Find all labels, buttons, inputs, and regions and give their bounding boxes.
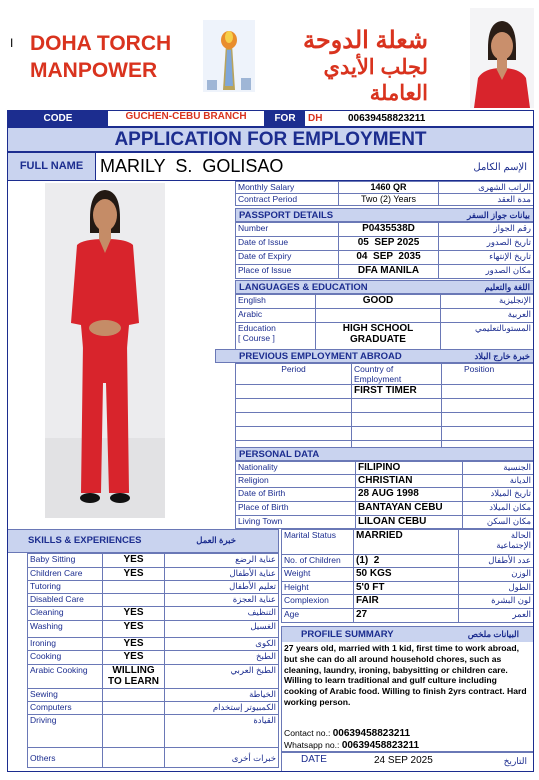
previous-value: FIRST TIMER bbox=[352, 385, 442, 399]
personal-header bbox=[235, 447, 534, 461]
previous-title-ar: خبرة خارج البلاد bbox=[474, 351, 530, 361]
skill-label: Ironing bbox=[28, 638, 103, 651]
passport-row bbox=[236, 223, 534, 237]
passport-header bbox=[235, 208, 534, 222]
skill-row bbox=[28, 715, 279, 748]
language-ar: العربية bbox=[441, 309, 534, 323]
full-name-row bbox=[7, 152, 534, 181]
whatsapp-value: 00639458823211 bbox=[341, 740, 420, 751]
body-row bbox=[282, 568, 534, 582]
passport-value: 05 SEP 2025 bbox=[339, 237, 439, 251]
passport-value: DFA MANILA bbox=[339, 265, 439, 279]
passport-ar: تاريخ الإنتهاء bbox=[439, 251, 534, 265]
languages-title-ar: اللغة والتعليم bbox=[484, 282, 530, 292]
personal-ar: الجنسية bbox=[463, 462, 534, 475]
previous-header bbox=[215, 349, 534, 363]
body-row bbox=[282, 582, 534, 595]
body-value: FAIR bbox=[354, 595, 459, 609]
body-table bbox=[281, 529, 534, 623]
skill-ar: القيادة bbox=[165, 715, 279, 748]
personal-title: PERSONAL DATA bbox=[239, 449, 320, 460]
branch-value: GUCHEN-CEBU BRANCH bbox=[108, 111, 265, 126]
skill-ar: خبرات أخرى bbox=[165, 748, 279, 768]
skill-label: Arabic Cooking bbox=[28, 665, 103, 689]
code-bar bbox=[7, 110, 534, 127]
date-label: DATE bbox=[301, 754, 327, 765]
previous-table bbox=[235, 363, 534, 455]
skill-ar: التنظيف bbox=[165, 607, 279, 621]
personal-row bbox=[236, 488, 534, 502]
personal-label: Place of Birth bbox=[236, 502, 356, 516]
skill-row bbox=[28, 568, 279, 581]
for-label: FOR bbox=[265, 111, 305, 126]
skill-value bbox=[103, 594, 165, 607]
skill-ar: عناية الرضع bbox=[165, 554, 279, 568]
summary-text: 27 years old, married with 1 kid, first time to work abroad, but she can do all around household chores, such as cleaning, laundry, ironing, babysitting or children care. Willing to learn traditional and gulf culture including cooking of Arabic food. Willing to finish 2yrs contract. Hard working person. bbox=[284, 643, 527, 707]
education-label-line1: Education bbox=[238, 323, 276, 333]
education-ar: المستوىالتعليمي bbox=[441, 323, 534, 351]
body-ar: عدد الأطفال bbox=[459, 555, 534, 568]
header-mark: I bbox=[10, 36, 14, 50]
contract-label: Monthly Salary bbox=[236, 182, 339, 194]
skills-table bbox=[27, 553, 279, 768]
skill-ar: الطبخ العربي bbox=[165, 665, 279, 689]
skill-ar: الخياطة bbox=[165, 689, 279, 702]
language-ar: الإنجليزية bbox=[441, 295, 534, 309]
skill-ar: الكوى bbox=[165, 638, 279, 651]
for-value: DH bbox=[308, 113, 323, 124]
body-label: Weight bbox=[282, 568, 354, 582]
body-value: 5'0 FT bbox=[354, 582, 459, 595]
contract-value: 1460 QR bbox=[339, 182, 439, 194]
personal-value: LILOAN CEBU bbox=[356, 516, 463, 529]
marital-value: MARRIED bbox=[354, 530, 459, 555]
marital-ar-line1: الحالة bbox=[510, 530, 531, 540]
summary-title: PROFILE SUMMARY bbox=[301, 629, 394, 640]
passport-label: Place of Issue bbox=[236, 265, 339, 279]
personal-value: FILIPINO bbox=[356, 462, 463, 475]
skill-value: YES bbox=[103, 651, 165, 665]
body-label: Height bbox=[282, 582, 354, 595]
skill-value: YES bbox=[103, 607, 165, 621]
personal-ar: تاريخ الميلاد bbox=[463, 488, 534, 502]
previous-col-country-line2: Employment bbox=[354, 374, 402, 384]
profile-photo-small bbox=[470, 8, 534, 108]
code-label: CODE bbox=[8, 111, 108, 126]
language-label: English bbox=[236, 295, 316, 309]
contract-ar: مدة العقد bbox=[439, 194, 534, 206]
skill-ar: تعليم الأطفال bbox=[165, 581, 279, 594]
personal-row bbox=[236, 475, 534, 488]
skill-row bbox=[28, 638, 279, 651]
contact-value: 00639458823211 bbox=[332, 728, 411, 739]
skill-value: YES bbox=[103, 554, 165, 568]
whatsapp-label: Whatsapp no.: bbox=[284, 740, 340, 750]
language-value: GOOD bbox=[316, 295, 441, 309]
body-ar: لون البشرة bbox=[459, 595, 534, 609]
previous-col-country-line1: Country of bbox=[354, 364, 394, 374]
whatsapp-line bbox=[284, 740, 419, 751]
logo-en-line1: DOHA TORCH bbox=[30, 32, 172, 55]
contact-label: Contact no.: bbox=[284, 728, 331, 738]
languages-header bbox=[235, 280, 534, 294]
date-value: 24 SEP 2025 bbox=[374, 755, 433, 766]
contact-line bbox=[284, 728, 410, 739]
logo-en-line2: MANPOWER bbox=[30, 59, 158, 82]
contract-row bbox=[236, 194, 534, 206]
skill-row bbox=[28, 581, 279, 594]
body-value: 50 KGS bbox=[354, 568, 459, 582]
passport-row bbox=[236, 237, 534, 251]
full-name-label: FULL NAME bbox=[8, 153, 96, 180]
languages-title: LANGUAGES & EDUCATION bbox=[239, 282, 368, 293]
personal-label: Religion bbox=[236, 475, 356, 488]
personal-table bbox=[235, 461, 534, 529]
personal-value: BANTAYAN CEBU bbox=[356, 502, 463, 516]
body-label: No. of Children bbox=[282, 555, 354, 568]
skill-value bbox=[103, 689, 165, 702]
skill-row bbox=[28, 651, 279, 665]
skill-ar: الكمبيوتر إستخدام bbox=[165, 702, 279, 715]
passport-title-ar: بيانات جواز السفر bbox=[467, 210, 530, 220]
personal-label: Date of Birth bbox=[236, 488, 356, 502]
skill-value bbox=[103, 715, 165, 748]
personal-value: CHRISTIAN bbox=[356, 475, 463, 488]
skill-ar: الغسيل bbox=[165, 621, 279, 638]
skill-label: Tutoring bbox=[28, 581, 103, 594]
body-value: (1) 2 bbox=[354, 555, 459, 568]
contract-row bbox=[236, 182, 534, 194]
passport-label: Date of Expiry bbox=[236, 251, 339, 265]
previous-title: PREVIOUS EMPLOYMENT ABROAD bbox=[239, 351, 402, 362]
contract-label: Contract Period bbox=[236, 194, 339, 206]
personal-label: Living Town bbox=[236, 516, 356, 529]
page-title: APPLICATION FOR EMPLOYMENT bbox=[7, 127, 534, 152]
passport-row bbox=[236, 265, 534, 279]
skill-row bbox=[28, 702, 279, 715]
skill-row bbox=[28, 621, 279, 638]
skill-value: YES bbox=[103, 621, 165, 638]
skill-row bbox=[28, 689, 279, 702]
skill-value: YES bbox=[103, 568, 165, 581]
education-label-line2: [ Course ] bbox=[238, 333, 275, 343]
skill-ar: الطبخ bbox=[165, 651, 279, 665]
date-ar: التاريخ bbox=[503, 756, 527, 766]
summary-title-ar: البيانات ملخص bbox=[467, 629, 519, 639]
passport-value: P0435538D bbox=[339, 223, 439, 237]
full-name-value: MARILY S. GOLISAO bbox=[100, 156, 284, 176]
previous-row bbox=[236, 385, 534, 399]
education-label bbox=[236, 323, 316, 351]
skill-ar: عناية العجزة bbox=[165, 594, 279, 607]
skill-value bbox=[103, 702, 165, 715]
passport-row bbox=[236, 251, 534, 265]
passport-ar: مكان الصدور bbox=[439, 265, 534, 279]
personal-row bbox=[236, 516, 534, 529]
marital-row bbox=[282, 530, 534, 555]
personal-label: Nationality bbox=[236, 462, 356, 475]
skill-label: Driving bbox=[28, 715, 103, 748]
skill-ar: عناية الأطفال bbox=[165, 568, 279, 581]
summary-header bbox=[282, 627, 533, 642]
education-row bbox=[236, 323, 534, 351]
skill-label: Baby Sitting bbox=[28, 554, 103, 568]
personal-ar: الديانة bbox=[463, 475, 534, 488]
passport-title: PASSPORT DETAILS bbox=[239, 210, 334, 221]
personal-value: 28 AUG 1998 bbox=[356, 488, 463, 502]
logo-ar-line2: لجلب الأيدي العاملة bbox=[323, 56, 428, 105]
code-number: 00639458823211 bbox=[348, 113, 426, 124]
previous-col-position: Position bbox=[442, 364, 534, 385]
marital-ar bbox=[459, 530, 534, 555]
passport-label: Number bbox=[236, 223, 339, 237]
skill-label: Cleaning bbox=[28, 607, 103, 621]
profile-photo-full bbox=[45, 183, 165, 518]
previous-row bbox=[236, 399, 534, 413]
previous-col-period: Period bbox=[236, 364, 352, 385]
skill-row bbox=[28, 607, 279, 621]
skill-value bbox=[103, 748, 165, 768]
language-label: Arabic bbox=[236, 309, 316, 323]
skill-row bbox=[28, 665, 279, 689]
body-value: 27 bbox=[354, 609, 459, 623]
marital-label: Marital Status bbox=[282, 530, 354, 555]
marital-ar-line2: الإجتماعية bbox=[496, 540, 531, 550]
skill-label: Cooking bbox=[28, 651, 103, 665]
skill-row bbox=[28, 594, 279, 607]
profile-summary bbox=[281, 626, 534, 752]
skill-label: Disabled Care bbox=[28, 594, 103, 607]
skill-label: Children Care bbox=[28, 568, 103, 581]
body-row bbox=[282, 609, 534, 623]
previous-row bbox=[236, 413, 534, 427]
education-value bbox=[316, 323, 441, 351]
education-value-line1: HIGH SCHOOL bbox=[342, 323, 414, 334]
skill-label: Sewing bbox=[28, 689, 103, 702]
body-ar: الطول bbox=[459, 582, 534, 595]
torch-logo bbox=[203, 20, 255, 92]
skill-label: Others bbox=[28, 748, 103, 768]
personal-row bbox=[236, 502, 534, 516]
languages-table bbox=[235, 294, 534, 351]
skill-label: Computers bbox=[28, 702, 103, 715]
previous-col-country bbox=[352, 364, 442, 385]
skill-label: Washing bbox=[28, 621, 103, 638]
passport-ar: تاريخ الصدور bbox=[439, 237, 534, 251]
full-name-ar: الإسم الكامل bbox=[473, 162, 527, 173]
body-row bbox=[282, 595, 534, 609]
previous-row bbox=[236, 427, 534, 441]
personal-row bbox=[236, 462, 534, 475]
body-ar: الوزن bbox=[459, 568, 534, 582]
body-ar: العمر bbox=[459, 609, 534, 623]
skill-row bbox=[28, 748, 279, 768]
language-value bbox=[316, 309, 441, 323]
date-row bbox=[281, 752, 534, 772]
education-value-line2: GRADUATE bbox=[350, 334, 406, 345]
passport-ar: رقم الجواز bbox=[439, 223, 534, 237]
skills-title-ar: خبرة العمل bbox=[196, 535, 236, 545]
contract-value: Two (2) Years bbox=[339, 194, 439, 206]
skill-value bbox=[103, 581, 165, 594]
body-row bbox=[282, 555, 534, 568]
personal-ar: مكان السكن bbox=[463, 516, 534, 529]
passport-label: Date of Issue bbox=[236, 237, 339, 251]
contract-table bbox=[235, 181, 534, 206]
skills-title: SKILLS & EXPERIENCES bbox=[28, 535, 142, 546]
logo-ar-line1: شعلة الدوحة bbox=[302, 27, 428, 54]
previous-head-row bbox=[236, 364, 534, 385]
passport-value: 04 SEP 2035 bbox=[339, 251, 439, 265]
skill-value: YES bbox=[103, 638, 165, 651]
logo-en bbox=[30, 30, 171, 84]
language-row bbox=[236, 295, 534, 309]
logo-ar bbox=[268, 27, 428, 107]
passport-table bbox=[235, 222, 534, 279]
body-label: Age bbox=[282, 609, 354, 623]
skill-row bbox=[28, 554, 279, 568]
personal-ar: مكان الميلاد bbox=[463, 502, 534, 516]
skills-header bbox=[7, 529, 279, 553]
body-label: Complexion bbox=[282, 595, 354, 609]
contract-ar: الراتب الشهرى bbox=[439, 182, 534, 194]
skill-value: WILLING TO LEARN bbox=[103, 665, 165, 689]
language-row bbox=[236, 309, 534, 323]
